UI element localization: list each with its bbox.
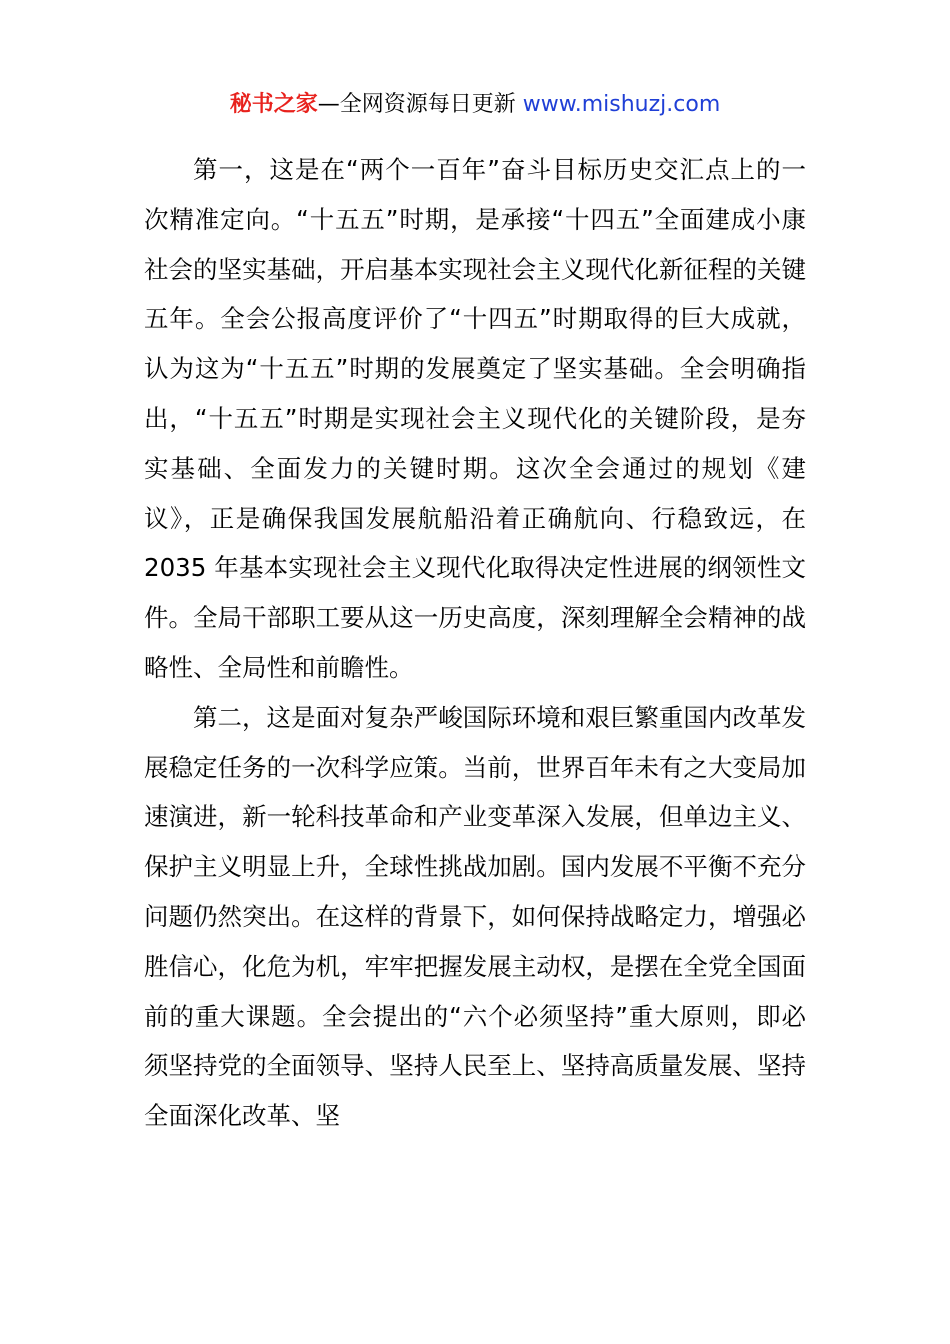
site-header <box>0 88 950 122</box>
paragraph-1: 第一，这是在“两个一百年”奋斗目标历史交汇点上的一次精准定向。“十五五”时期，是承接“十四五”全面建成小康社会的坚实基础，开启基本实现社会主义现代化新征程的关键五年。全会公报高度评价了“十四五”时期取得的巨大成就，认为这为“十五五”时期的发展奠定了坚实基础。全会明确指出，“十五五”时期是实现社会主义现代化的关键阶段，是夯实基础、全面发力的关键时期。这次全会通过的规划《建议》，正是确保我国发展航船沿着正确航向、行稳致远，在 2035 年基本实现社会主义现代化取得决定性进展的纲领性文件。全局干部职工要从这一历史高度，深刻理解全会精神的战略性、全局性和前瞻性。 <box>144 155 806 682</box>
document-body <box>144 145 806 1141</box>
site-url-link[interactable]: www.mishuzj.com <box>522 92 721 117</box>
brand-name: 秘书之家 <box>229 92 318 117</box>
header-tagline: —全网资源每日更新 <box>317 92 516 117</box>
paragraph-2: 第二，这是面对复杂严峻国际环境和艰巨繁重国内改革发展稳定任务的一次科学应策。当前，世界百年未有之大变局加速演进，新一轮科技革命和产业变革深入发展，但单边主义、保护主义明显上升，全球性挑战加剧。国内发展不平衡不充分问题仍然突出。在这样的背景下，如何保持战略定力，增强必胜信心，化危为机，牢牢把握发展主动权，是摆在全党全国面前的重大课题。全会提出的“六个必须坚持”重大原则，即必须坚持党的全面领导、坚持人民至上、坚持高质量发展、坚持全面深化改革、坚 <box>144 702 806 1131</box>
